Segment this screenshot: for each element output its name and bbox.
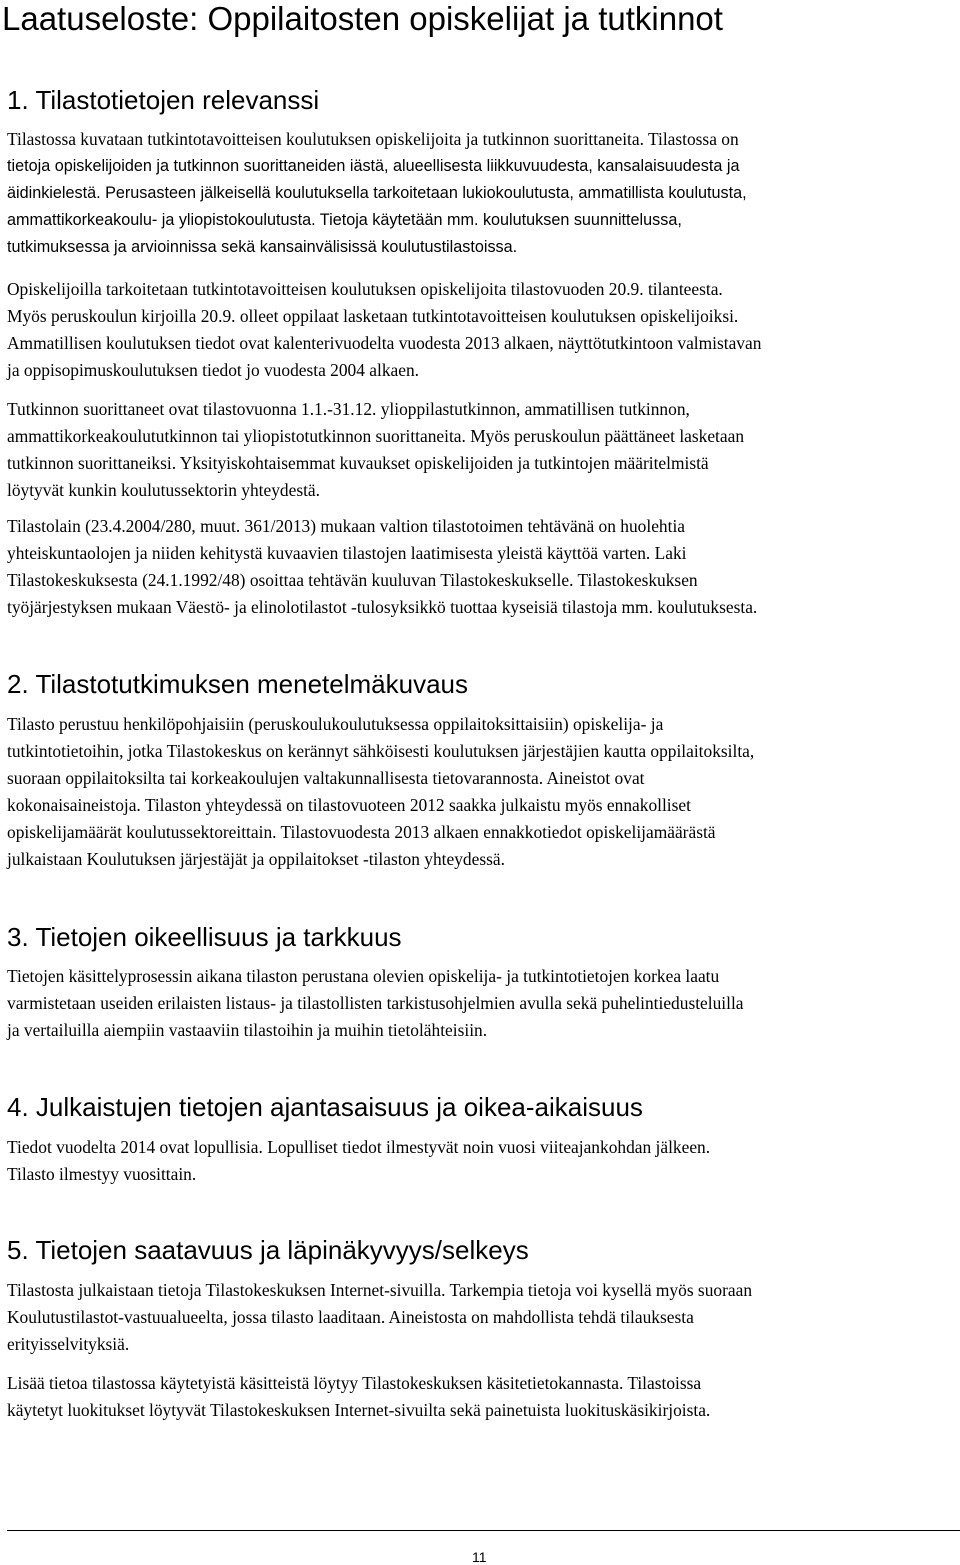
- paragraph-line: opiskelijamäärät koulutussektoreittain. Tilastovuodesta 2013 alkaen ennakkotiedot opiskelijamäärästä: [7, 822, 716, 842]
- paragraph-line: käytetyt luokitukset löytyvät Tilastokeskuksen Internet-sivuilta sekä painetuista luokituskäsikirjoista.: [7, 1400, 711, 1420]
- paragraph-line: ja oppisopimuskoulutuksen tiedot jo vuodesta 2004 alkaen.: [7, 360, 420, 380]
- paragraph-line: kokonaisaineistoja. Tilaston yhteydessä on tilastovuoteen 2012 saakka julkaistu myös ennakolliset: [7, 795, 691, 815]
- section-2-heading: 2. Tilastotutkimuksen menetelmäkuvaus: [7, 669, 468, 699]
- paragraph-line: ammattikorkeakoulu- ja yliopistokoulutusta. Tietoja käytetään mm. koulutuksen suunnittelussa,: [7, 211, 682, 229]
- paragraph-line: löytyvät kunkin koulutussektorin yhteydestä.: [7, 480, 320, 500]
- paragraph-line: äidinkielestä. Perusasteen jälkeisellä koulutuksella tarkoitetaan lukiokoulutusta, ammatillista koulutusta,: [7, 184, 747, 202]
- paragraph-line: Opiskelijoilla tarkoitetaan tutkintotavoitteisen koulutuksen opiskelijoita tilastovuoden 20.9. tilanteesta.: [7, 279, 723, 299]
- paragraph-line: varmistetaan useiden erilaisten listaus- ja tilastollisten tarkistusohjelmien avulla sekä puhelintiedusteluilla: [7, 993, 744, 1013]
- section-5-paragraph-1: [7, 1277, 957, 1358]
- document-title: Laatuseloste: Oppilaitosten opiskelijat ja tutkinnot: [2, 0, 723, 37]
- paragraph-line: Ammatillisen koulutuksen tiedot ovat kalenterivuodelta vuodesta 2013 alkaen, näyttötutkintoon valmistavan: [7, 333, 762, 353]
- paragraph-line: yhteiskuntaolojen ja niiden kehitystä kuvaavien tilastojen laatimisesta yleistä käyttöä varten. Laki: [7, 543, 687, 563]
- section-1-heading: 1. Tilastotietojen relevanssi: [7, 85, 320, 115]
- paragraph-line: ammattikorkeakoulututkinnon tai yliopistotutkinnon suorittaneita. Myös peruskoulun päättäneet lasketaan: [7, 426, 745, 446]
- paragraph-line: Tietojen käsittelyprosessin aikana tilaston perustana olevien opiskelija- ja tutkintotietojen korkea laatu: [7, 966, 720, 986]
- section-1-paragraph-1: [7, 126, 957, 261]
- section-1-paragraph-4: [7, 513, 957, 621]
- paragraph-line: suoraan oppilaitoksilta tai korkeakoulujen valtakunnallisesta tietovarannosta. Aineistot ovat: [7, 768, 645, 788]
- paragraph-line: Lisää tietoa tilastossa käytetyistä käsitteistä löytyy Tilastokeskuksen käsitetietokannasta. Tilastoissa: [7, 1373, 702, 1393]
- paragraph-line: Koulutustilastot-vastuualueelta, jossa tilasto laaditaan. Aineistosta on mahdollista tehdä tilauksesta: [7, 1307, 694, 1327]
- paragraph-line: Myös peruskoulun kirjoilla 20.9. olleet oppilaat lasketaan tutkintotavoitteisen koulutuksen opiskelijoiksi.: [7, 306, 739, 326]
- paragraph-line: Tutkinnon suorittaneet ovat tilastovuonna 1.1.-31.12. ylioppilastutkinnon, ammatillisen tutkinnon,: [7, 399, 690, 419]
- section-3-paragraph-1: [7, 963, 957, 1044]
- paragraph-line: erityisselvityksiä.: [7, 1334, 130, 1354]
- paragraph-line: Tiedot vuodelta 2014 ovat lopullisia. Lopulliset tiedot ilmestyvät noin vuosi viiteajankohdan jälkeen.: [7, 1137, 711, 1157]
- section-4-paragraph-1: [7, 1134, 957, 1188]
- paragraph-line: ja vertailuilla aiempiin vastaaviin tilastoihin ja muihin tietolähteisiin.: [7, 1020, 488, 1040]
- page-number: 11: [472, 1549, 487, 1565]
- section-3-heading: 3. Tietojen oikeellisuus ja tarkkuus: [7, 922, 402, 952]
- section-4-heading: 4. Julkaistujen tietojen ajantasaisuus ja oikea-aikaisuus: [7, 1092, 643, 1122]
- paragraph-line: tutkinnon suorittaneiksi. Yksityiskohtaisemmat kuvaukset opiskelijoiden ja tutkintojen määritelmistä: [7, 453, 709, 473]
- paragraph-line: julkaistaan Koulutuksen järjestäjät ja oppilaitokset -tilaston yhteydessä.: [7, 849, 505, 869]
- paragraph-line: Tilasto perustuu henkilöpohjaisiin (peruskoulukoulutuksessa oppilaitoksittaisiin) opiskelija- ja: [7, 714, 664, 734]
- paragraph-line: tietoja opiskelijoiden ja tutkinnon suorittaneiden iästä, alueellisesta liikkuvuudesta, kansalaisuudesta ja: [7, 157, 740, 175]
- section-5-heading: 5. Tietojen saatavuus ja läpinäkyvyys/selkeys: [7, 1235, 529, 1265]
- paragraph-line: Tilastokeskuksesta (24.1.1992/48) osoittaa tehtävän kuuluvan Tilastokeskukselle. Tilastokeskuksen: [7, 570, 698, 590]
- section-5-paragraph-2: [7, 1370, 957, 1424]
- paragraph-line: tutkimuksessa ja arvioinnissa sekä kansainvälisissä koulutustilastoissa.: [7, 238, 518, 256]
- section-1-paragraph-2: [7, 276, 957, 384]
- paragraph-line: tutkintotietoihin, jotka Tilastokeskus on kerännyt sähköisesti koulutuksen järjestäjien kautta oppilaitoksilta,: [7, 741, 755, 761]
- section-2-paragraph-1: [7, 711, 957, 873]
- paragraph-line: Tilastossa kuvataan tutkintotavoitteisen koulutuksen opiskelijoita ja tutkinnon suorittaneita. Tilastossa on: [7, 129, 739, 149]
- paragraph-line: työjärjestyksen mukaan Väestö- ja elinolotilastot -tulosyksikkö tuottaa kyseisiä tilastoja mm. koulutuksesta.: [7, 597, 758, 617]
- paragraph-line: Tilasto ilmestyy vuosittain.: [7, 1164, 197, 1184]
- section-1-paragraph-3: [7, 396, 957, 504]
- footer-divider: [7, 1530, 960, 1531]
- paragraph-line: Tilastosta julkaistaan tietoja Tilastokeskuksen Internet-sivuilla. Tarkempia tietoja voi kysellä myös suoraan: [7, 1280, 753, 1300]
- paragraph-line: Tilastolain (23.4.2004/280, muut. 361/2013) mukaan valtion tilastotoimen tehtävänä on huolehtia: [7, 516, 685, 536]
